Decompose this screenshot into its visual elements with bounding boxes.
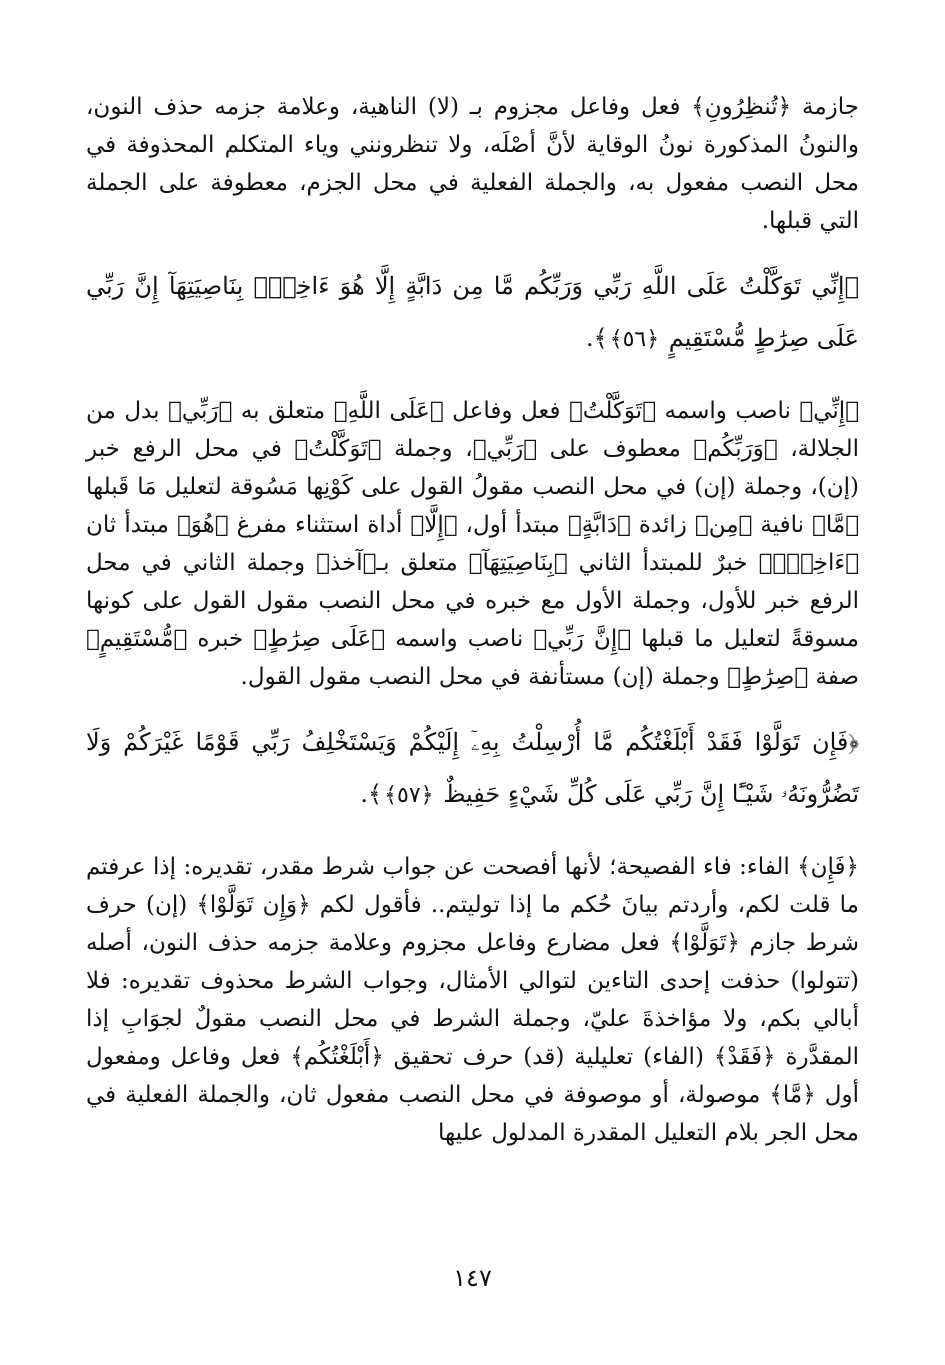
quran-verse-56 <box>86 260 859 364</box>
verse-57-ending: ﴾. <box>360 780 383 808</box>
ayah-number-56: ٥٦ <box>622 326 647 352</box>
ayah-number-57-icon: ﴿٥٧﴾ <box>384 782 434 808</box>
ayah-number-56-icon: ﴿٥٦﴾ <box>609 326 660 352</box>
paragraph-3: ﴿فَإِن﴾ الفاء: فاء الفصيحة؛ لأنها أفصحت عن جواب شرط مقدر، تقديره: إذا عرفتم ما قلت لكم، وأردتم بيانَ حُكم ما إذا توليتم.. فأقول لكم ﴿وَإِن تَوَلَّوْا﴾ (إن) حرف شرط جازم ﴿تَوَلَّوْا﴾ فعل مضارع وفاعل مجزوم وعلامة جزمه حذف النون، أصله (تتولوا) حذفت إحدى التاءين لتوالي الأمثال، وجواب الشرط محذوف تقديره: فلا أبالي بكم، ولا مؤاخذةَ عليّ، وجملة الشرط في محل النصب مقولٌ لجوَابِ إذا المقدَّرة ﴿فَقَدْ﴾ (الفاء) تعليلية (قد) حرف تحقيق ﴿أَبْلَغْتُكُم﴾ فعل وفاعل ومفعول أول ﴿مَّا﴾ موصولة، أو موصوفة في محل النصب مفعول ثان، والجملة الفعلية في محل الجر بلام التعليل المقدرة المدلول عليها <box>86 854 859 1146</box>
verse-56-text: ﴿إِنِّي تَوَكَّلْتُ عَلَى اللَّهِ رَبِّي وَرَبِّكُم مَّا مِن دَابَّةٍ إِلَّا هُوَ ءَاخِذُۢ بِنَاصِيَتِهَآ إِنَّ رَبِّي عَلَى صِرَٰطٍ مُّسْتَقِيمٍ <box>86 272 859 352</box>
paragraph-2: ﴿إِنِّي﴾ ناصب واسمه ﴿تَوَكَّلْتُ﴾ فعل وفاعل ﴿عَلَى اللَّهِ﴾ متعلق به ﴿رَبِّي﴾ بدل من الجلالة، ﴿وَرَبِّكُم﴾ معطوف على ﴿رَبِّي﴾، وجملة ﴿تَوَكَّلْتُ﴾ في محل الرفع خبر (إن)، وجملة (إن) في محل النصب مقولُ القول على كَوْنِها مَسُوقة لتعليل مَا قَبلها ﴿مَّا﴾ نافية ﴿مِن﴾ زائدة ﴿دَابَّةٍ﴾ مبتدأ أول، ﴿إِلَّا﴾ أداة استثناء مفرغ ﴿هُوَ﴾ مبتدأ ثان ﴿ءَاخِذُۢ﴾ خبرٌ للمبتدأ الثاني ﴿بِنَاصِيَتِهَآ﴾ متعلق بـ﴿آخذ﴾ وجملة الثاني في محل الرفع خبر للأول، وجملة الأول مع خبره في محل النصب مقول القول على كونها مسوقةً لتعليل ما قبلها ﴿إِنَّ رَبِّي﴾ ناصب واسمه ﴿عَلَى صِرَٰطٍ﴾ خبره ﴿مُّسْتَقِيمٍ﴾ صفة ﴿صِرَٰطٍ﴾ وجملة (إن) مستأنفة في محل النصب مقول القول. <box>86 398 859 690</box>
page-number: ١٤٧ <box>453 1264 492 1292</box>
verse-57-text: ﴿فَإِن تَوَلَّوْا فَقَدْ أَبْلَغْتُكُم مَّا أُرْسِلْتُ بِهِۦٓ إِلَيْكُمْ وَيَسْتَخْلِفُ رَبِّي قَوْمًا غَيْرَكُمْ وَلَا تَضُرُّونَهُۥ شَيْـًٔا إِنَّ رَبِّي عَلَى كُلِّ شَيْءٍ حَفِيظٌ <box>86 728 859 808</box>
verse-56-ending: ﴾. <box>586 324 608 352</box>
quran-verse-57 <box>86 716 859 820</box>
ayah-number-57: ٥٧ <box>397 782 421 808</box>
paragraph-1: جازمة ﴿تُنظِرُونِ﴾ فعل وفاعل مجزوم بـ (لا) الناهية، وعلامة جزمه حذف النون، والنونُ المذكورة نونُ الوقاية لأنَّ أصْلَه، ولا تنظرونني وياء المتكلم المحذوفة في محل النصب مفعول به، والجملة الفعلية في محل الجزم، معطوفة على الجملة التي قبلها. <box>86 94 859 234</box>
